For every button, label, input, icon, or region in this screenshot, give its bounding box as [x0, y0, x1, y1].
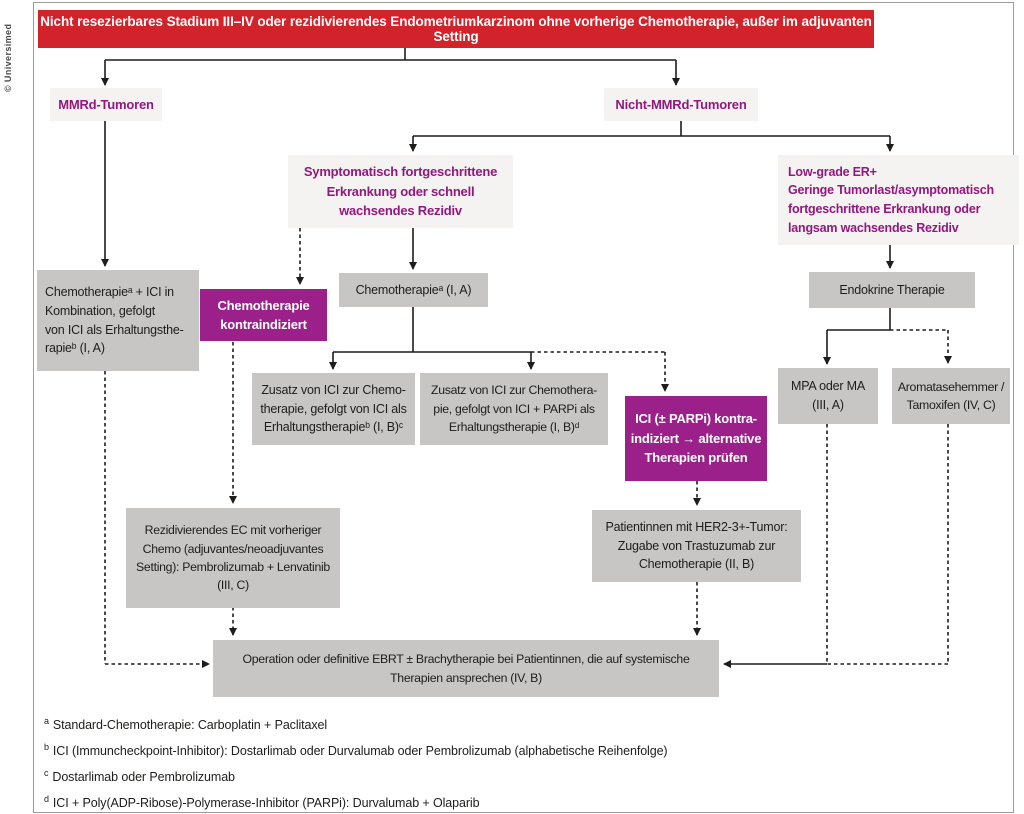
- footnotes: [44, 710, 668, 814]
- node-chemotherapie-ia: Chemotherapieᵃ (I, A): [339, 273, 488, 307]
- footnote-d-marker: d: [44, 794, 49, 805]
- node-aromatasehemmer-tamoxifen: Aromatasehemmer / Tamoxifen (IV, C): [892, 368, 1010, 424]
- node-lowgrade-er-positive: Low-grade ER+ Geringe Tumorlast/asymptomatisch fortgeschrittene Erkrankung oder langsam wachsendes Rezidiv: [778, 155, 1019, 245]
- node-mmrd-tumoren: MMRd-Tumoren: [50, 88, 162, 121]
- node-operation-ebrt: Operation oder definitive EBRT ± Brachytherapie bei Patientinnen, die auf systemische Therapien ansprechen (IV, B): [213, 640, 719, 697]
- node-her2-trastuzumab: Patientinnen mit HER2-3+-Tumor: Zugabe von Trastuzumab zur Chemotherapie (II, B): [592, 510, 801, 582]
- node-chemo-kontraindiziert: Chemotherapie kontraindiziert: [200, 289, 327, 341]
- node-nicht-mmrd-tumoren: Nicht-MMRd-Tumoren: [604, 88, 758, 121]
- footnote-c-marker: c: [44, 768, 49, 779]
- node-ici-parpi-kontraindiziert: ICI (± PARPi) kontra- indiziert → alternative Therapien prüfen: [625, 396, 767, 481]
- node-endokrine-therapie: Endokrine Therapie: [809, 272, 975, 308]
- node-symptomatisch-fortgeschritten: Symptomatisch fortgeschrittene Erkrankung oder schnell wachsendes Rezidiv: [288, 155, 513, 228]
- node-zusatz-ici-parpi: Zusatz von ICI zur Chemothera- pie, gefolgt von ICI + PARPi als Erhaltungstherapie (I, B)ᵈ: [420, 373, 608, 445]
- footnote-a-marker: a: [44, 716, 49, 726]
- node-chemo-plus-ici: Chemotherapieᵃ + ICI in Kombination, gefolgt von ICI als Erhaltungsthe- rapieᵇ (I, A): [37, 270, 199, 371]
- copyright-credit: © Universimed: [3, 23, 13, 92]
- node-rezidivierendes-ec: Rezidivierendes EC mit vorheriger Chemo (adjuvantes/neoadjuvantes Setting): Pembrolizumab + Lenvatinib (III, C): [126, 508, 340, 608]
- footnote-a-text: Standard-Chemotherapie: Carboplatin + Paclitaxel: [52, 718, 328, 733]
- footnote-d-text: ICI + Poly(ADP-Ribose)-Polymerase-Inhibitor (PARPi): Durvalumab + Olaparib: [52, 796, 480, 811]
- footnote-d: [44, 788, 668, 814]
- footnote-c: [44, 762, 668, 788]
- footnote-b-marker: b: [44, 742, 49, 753]
- footnote-a: [44, 710, 668, 736]
- footnote-c-text: Dostarlimab oder Pembrolizumab: [52, 770, 235, 785]
- title-banner-text: Nicht resezierbares Stadium III–IV oder rezidivierendes Endometriumkarzinom ohne vorherige Chemotherapie, außer im adjuvanten Setting: [40, 14, 872, 44]
- footnote-b-text: ICI (Immuncheckpoint-Inhibitor): Dostarlimab oder Durvalumab oder Pembrolizumab (alphabetische Reihenfolge): [52, 744, 668, 759]
- node-zusatz-ici: Zusatz von ICI zur Chemo- therapie, gefolgt von ICI als Erhaltungstherapieᵇ (I, B)ᶜ: [252, 373, 415, 445]
- footnote-b: [44, 736, 668, 762]
- title-banner: [38, 10, 874, 48]
- node-mpa-oder-ma: MPA oder MA (III, A): [778, 368, 878, 424]
